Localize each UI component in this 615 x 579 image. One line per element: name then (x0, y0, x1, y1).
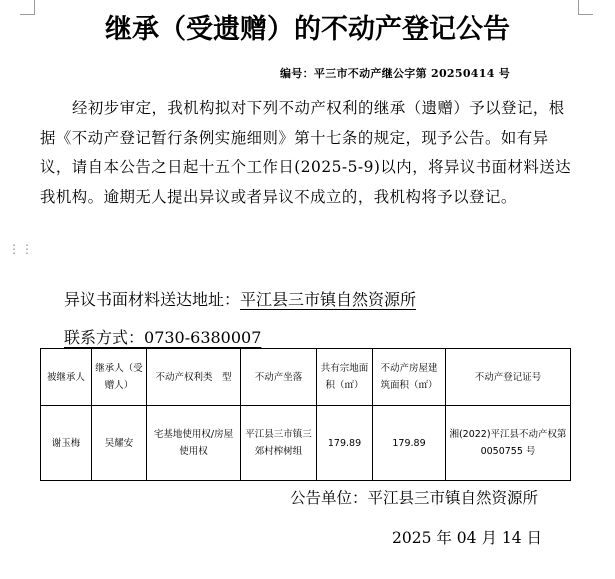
cell-location: 平江县三市镇三郊村榨树组 (241, 406, 317, 481)
contact-label: 联系方式： (64, 328, 145, 347)
cell-decedent: 谢玉梅 (41, 406, 92, 481)
header-land-area: 共有宗地面积（㎡） (317, 349, 373, 406)
header-heir: 继承人（受赠人） (92, 349, 147, 406)
objection-address-label: 异议书面材料送达地址： (64, 290, 241, 309)
document-number: 编号：平三市不动产继公字第 20250414 号 (280, 67, 511, 80)
cell-building-area: 179.89 (373, 406, 446, 481)
property-records-table (40, 348, 571, 481)
objection-address-value: 平江县三市镇自然资源所 (240, 290, 417, 309)
announcement-date: 2025 年 04 月 14 日 (392, 529, 543, 547)
announcement-paragraph: 经初步审定，我机构拟对下列不动产权利的继承（遗赠）予以登记，根据《不动产登记暂行条例实施细则》第十七条的规定，现予公告。如有异议，请自本公告之日起十五个工作日(2025-5-9)以内，将异议书面材料送达我机构。逾期无人提出异议或者异议不成立的，我机构将予以登记。 (40, 99, 572, 206)
cell-right-type: 宅基地使用权/房屋使用权 (147, 406, 241, 481)
drag-handle-icon[interactable]: ⋮⋮ (8, 242, 34, 256)
table-header-row (41, 349, 571, 406)
objection-address-line (64, 287, 416, 310)
header-decedent: 被继承人 (41, 349, 92, 406)
contact-line (64, 325, 261, 348)
contact-value: 0730-6380007 (144, 328, 262, 347)
cell-heir: 吴耀安 (92, 406, 147, 481)
cell-certificate-no: 湘(2022)平江县不动产权第 0050755 号 (446, 406, 571, 481)
header-certificate-no: 不动产登记证号 (446, 349, 571, 406)
table-row (41, 406, 571, 481)
page-title: 继承（受遗赠）的不动产登记公告 (105, 14, 510, 45)
issuing-unit: 公告单位：平江县三市镇自然资源所 (290, 489, 539, 507)
header-right-type: 不动产权利类 型 (147, 349, 241, 406)
header-building-area: 不动产房屋建筑面积（㎡） (373, 349, 446, 406)
header-location: 不动产坐落 (241, 349, 317, 406)
cell-land-area: 179.89 (317, 406, 373, 481)
